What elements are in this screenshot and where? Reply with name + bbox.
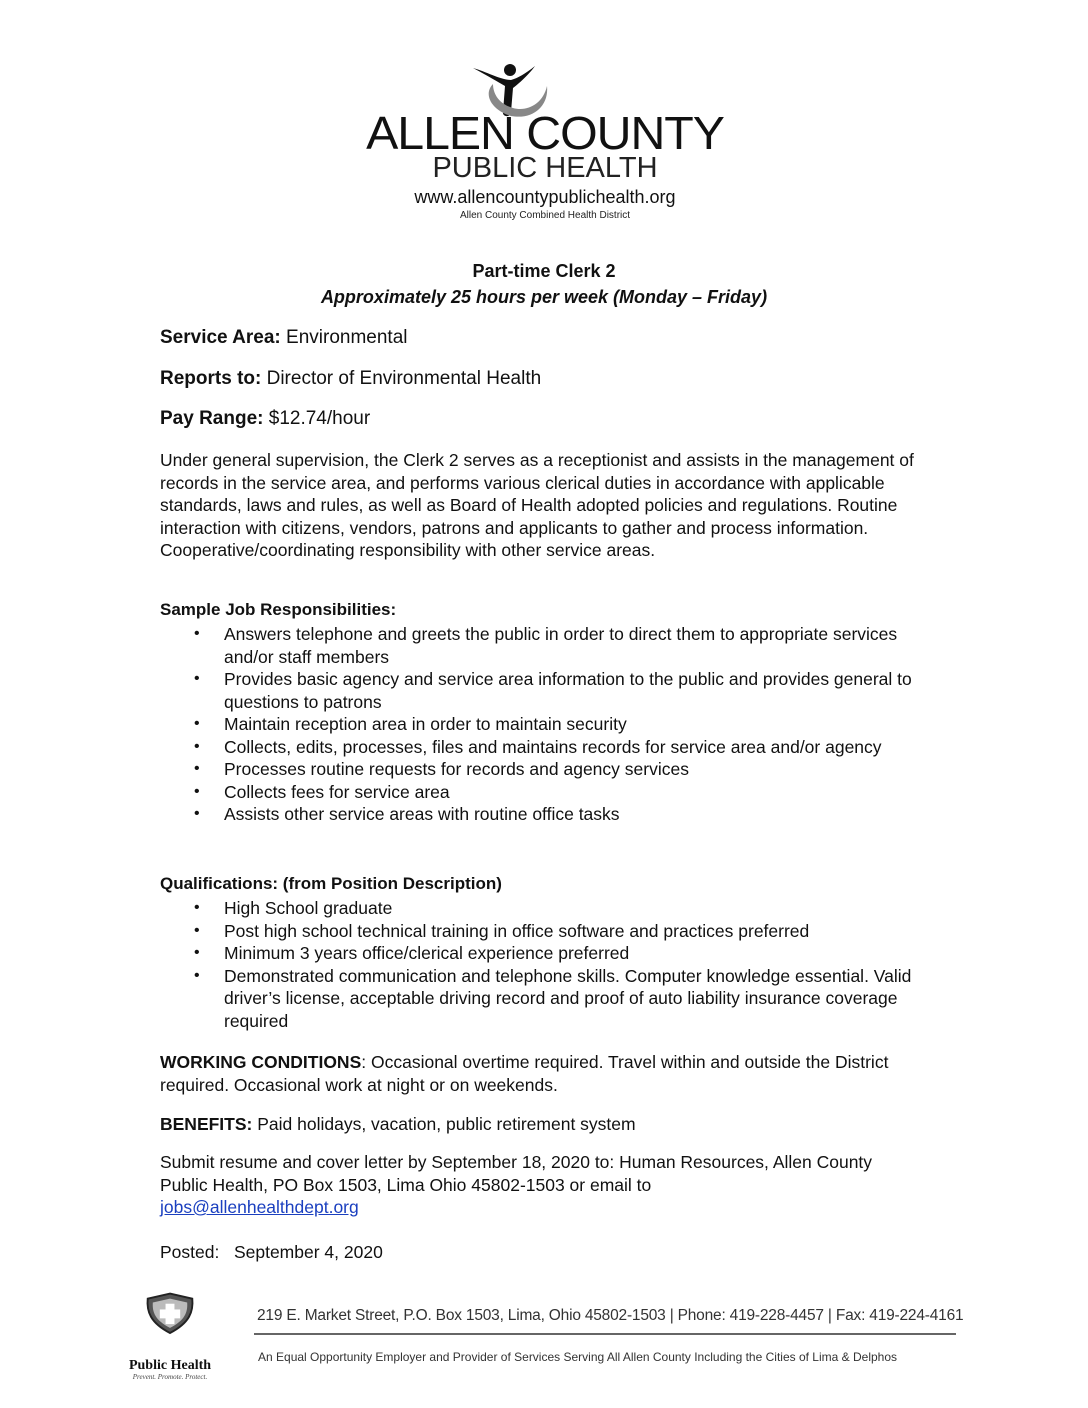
footer-eeo: An Equal Opportunity Employer and Provider of Services Serving All Allen County Including the Cities of Lima & Delphos (258, 1350, 897, 1364)
qualifications-heading: Qualifications: (from Position Description) (160, 874, 502, 893)
org-district: Allen County Combined Health District (459, 210, 631, 221)
service-area (160, 327, 408, 349)
footer-address: 219 E. Market Street, P.O. Box 1503, Lima, Ohio 45802-1503 | Phone: 419-228-4457 | Fax: 419-224-4161 (257, 1307, 964, 1324)
submit-text: Submit resume and cover letter by September 18, 2020 to: Human Resources, Allen County Public Health, PO Box 1503, Lima Ohio 45802-1503 or email to (160, 1152, 873, 1195)
list-item: • Collects fees for service area (194, 781, 934, 804)
footer-divider (254, 1333, 956, 1335)
org-subtitle: PUBLIC HEALTH (432, 152, 658, 184)
job-summary: Under general supervision, the Clerk 2 serves as a receptionist and assists in the management of records in the service area, and performs various clerical duties in accordance with applicable standards, laws and rules, as well as Board of Health adopted policies and regulations. Routine interaction with citizens, vendors, patrons and applicants to gather and process information. Cooperative/coordinating responsibility with other service areas. (160, 450, 914, 560)
job-title: Part-time Clerk 2 (472, 261, 616, 281)
list-item: • High School graduate (194, 897, 934, 920)
posted (160, 1241, 950, 1264)
qualifications-list (194, 897, 934, 1032)
list-item: • Demonstrated communication and telephone skills. Computer knowledge essential. Valid driver’s license, acceptable driving record and proof of auto liability insurance coverage required (194, 965, 934, 1033)
org-logo (340, 62, 750, 232)
responsibilities-heading: Sample Job Responsibilities: (160, 600, 397, 619)
list-item: • Processes routine requests for records and agency services (194, 758, 934, 781)
public-health-tagline: Prevent. Promote. Protect. (132, 1373, 208, 1381)
submit-instructions (160, 1151, 900, 1219)
list-item: • Assists other service areas with routine office tasks (194, 803, 934, 826)
public-health-logo-text: Public Health (128, 1358, 212, 1373)
list-item: • Collects, edits, processes, files and maintains records for service area and/or agency (194, 736, 934, 759)
reports-to-value: Director of Environmental Health (261, 368, 542, 389)
job-subtitle: Approximately 25 hours per week (Monday – Friday) (320, 287, 768, 307)
list-item: • Maintain reception area in order to maintain security (194, 713, 934, 736)
working-conditions-label: WORKING CONDITIONS (160, 1052, 362, 1072)
reports-to-label: Reports to: (160, 368, 262, 389)
responsibilities-list (194, 623, 934, 826)
reports-to (160, 368, 541, 390)
org-name: ALLEN COUNTY (366, 107, 724, 159)
posted-date: September 4, 2020 (233, 1242, 383, 1262)
working-conditions-text: : Occasional overtime required. Travel within and outside the District required. Occasional work at night or on weekends. (160, 1052, 889, 1095)
list-item: • Provides basic agency and service area information to the public and provides general to questions to patrons (194, 668, 934, 713)
public-health-shield-icon (115, 1291, 225, 1361)
list-item: • Answers telephone and greets the public in order to direct them to appropriate services and/or staff members (194, 623, 934, 668)
benefits (160, 1113, 950, 1136)
org-website[interactable]: www.allencountypublichealth.org (414, 187, 676, 207)
email-link[interactable]: jobs@allenhealthdept.org (160, 1197, 359, 1217)
pay-range (160, 408, 370, 430)
list-item: • Post high school technical training in office software and practices preferred (194, 920, 934, 943)
service-area-label: Service Area: (160, 327, 281, 348)
working-conditions (160, 1051, 940, 1096)
posted-label: Posted: (160, 1242, 220, 1262)
pay-range-value: $12.74/hour (263, 408, 371, 429)
benefits-text: Paid holidays, vacation, public retirement system (252, 1114, 636, 1134)
pay-range-label: Pay Range: (160, 408, 264, 429)
benefits-label: BENEFITS: (160, 1114, 253, 1134)
list-item: • Minimum 3 years office/clerical experience preferred (194, 942, 934, 965)
service-area-value: Environmental (280, 327, 408, 348)
